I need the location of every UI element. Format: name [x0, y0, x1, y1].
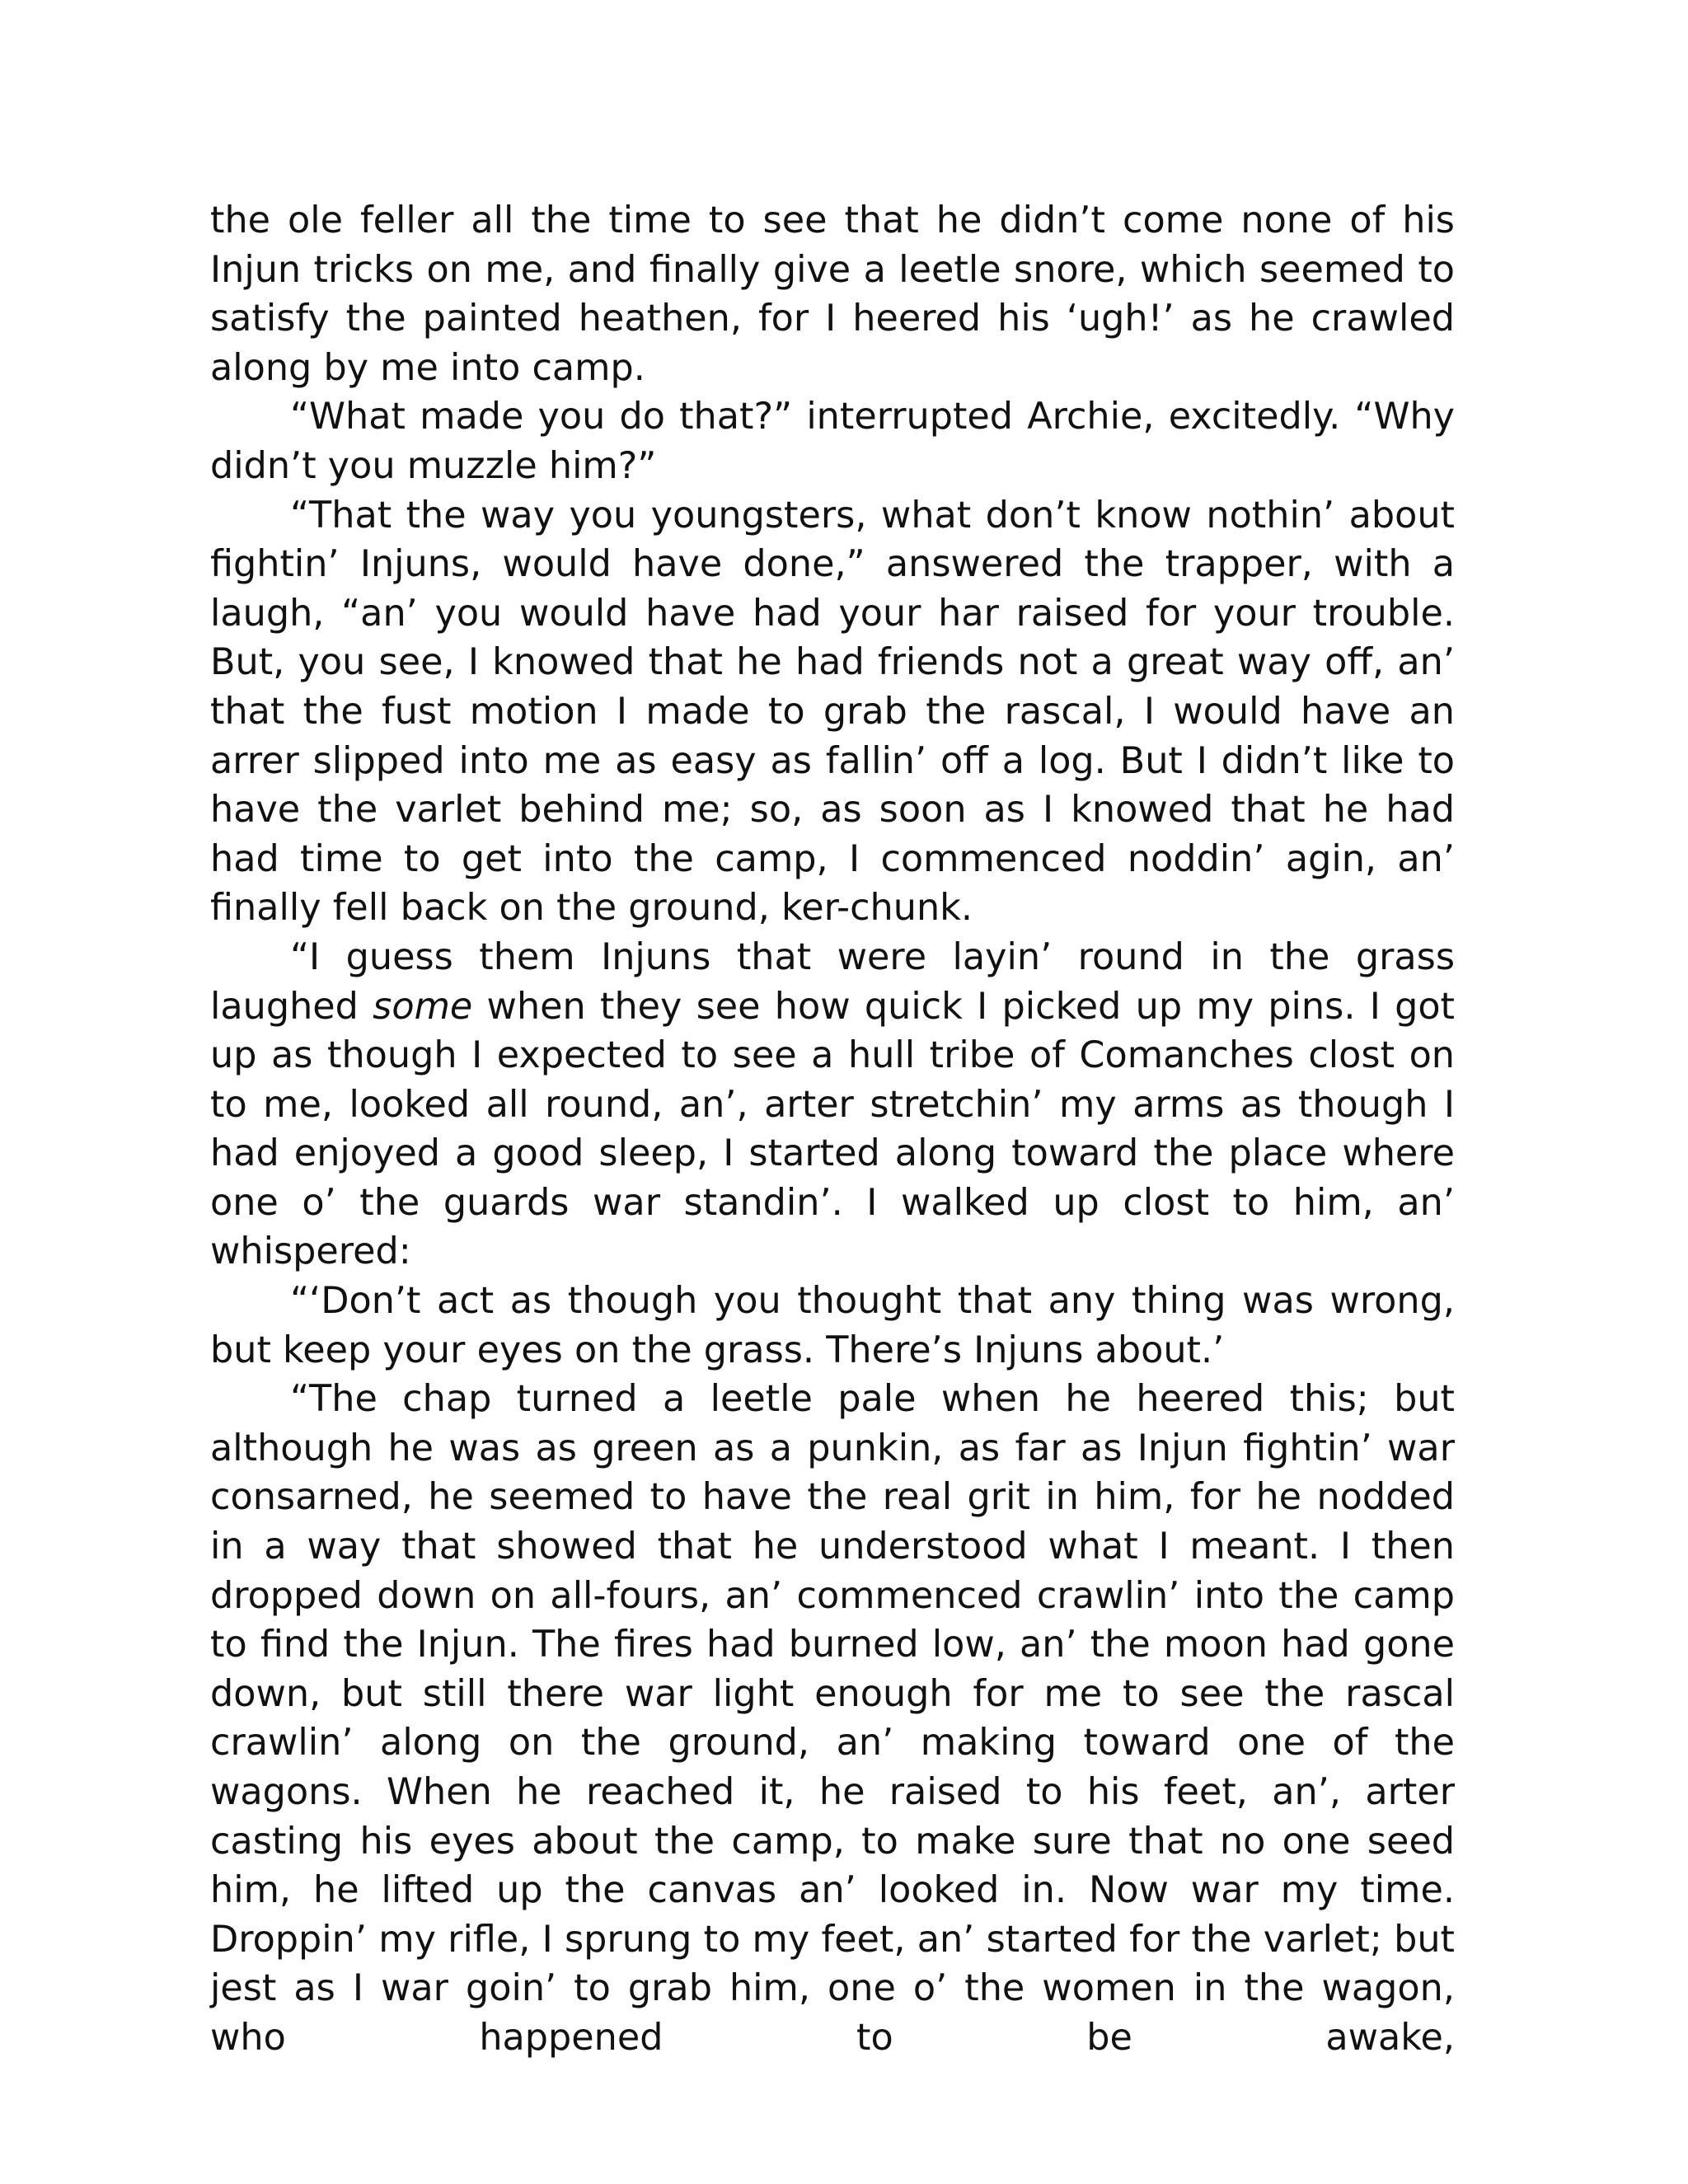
- emphasized-word: some: [373, 985, 473, 1028]
- paragraph-4-start: “I guess them Injuns that were layin’ round in the grass laughed: [210, 935, 1455, 1028]
- paragraph-1: the ole feller all the time to see that he didn’t come none of his Injun tricks on me, and finally give a leetle snore, which seemed to satisfy the painted heathen, for I heered his ‘ugh!’ as he crawled along by me into camp.: [210, 199, 1455, 389]
- paragraph-5: “‘Don’t act as though you thought that any thing was wrong, but keep your eyes on the grass. There’s Injuns about.’: [210, 1280, 1455, 1371]
- paragraph-4: [210, 933, 1455, 1277]
- paragraph-6: “The chap turned a leetle pale when he heered this; but although he was as green as a punkin, as far as Injun fightin’ war consarned, he seemed to have the real grit in him, for he nodded in a way that showed that he understood what I meant. I then dropped down on all-fours, an’ commenced crawlin’ into the camp to find the Injun. The fires had burned low, an’ the moon had gone down, but still there war light enough for me to see the rascal crawlin’ along on the ground, an’ making toward one of the wagons. When he reached it, he raised to his feet, an’, arter casting his eyes about the camp, to make sure that no one seed him, he lifted up the canvas an’ looked in. Now war my time. Droppin’ my rifle, I sprung to my feet, an’ started for the varlet; but jest as I war goin’ to grab him, one o’ the women in the wagon, who happened to be awake,: [210, 1378, 1455, 2059]
- paragraph-3: “That the way you youngsters, what don’t know nothin’ about fightin’ Injuns, would have done,” answered the trapper, with a laugh, “an’ you would have had your har raised for your trouble. But, you see, I knowed that he had friends not a great way off, an’ that the fust motion I made to grab the rascal, I would have an arrer slipped into me as easy as fallin’ off a log. But I didn’t like to have the varlet behind me; so, as soon as I knowed that he had had time to get into the camp, I commenced noddin’ agin, an’ finally fell back on the ground, ker-chunk.: [210, 494, 1455, 930]
- paragraph-4-end: when they see how quick I picked up my pins. I got up as though I expected to see a hull tribe of Comanches clost on to me, looked all round, an’, arter stretchin’ my arms as though I had enjoyed a good sleep, I started along toward the place where one o’ the guards war standin’. I walked up clost to him, an’ whispered:: [210, 985, 1456, 1273]
- book-page-text: [210, 196, 1455, 2063]
- paragraph-2: “What made you do that?” interrupted Archie, excitedly. “Why didn’t you muzzle him?”: [210, 396, 1455, 487]
